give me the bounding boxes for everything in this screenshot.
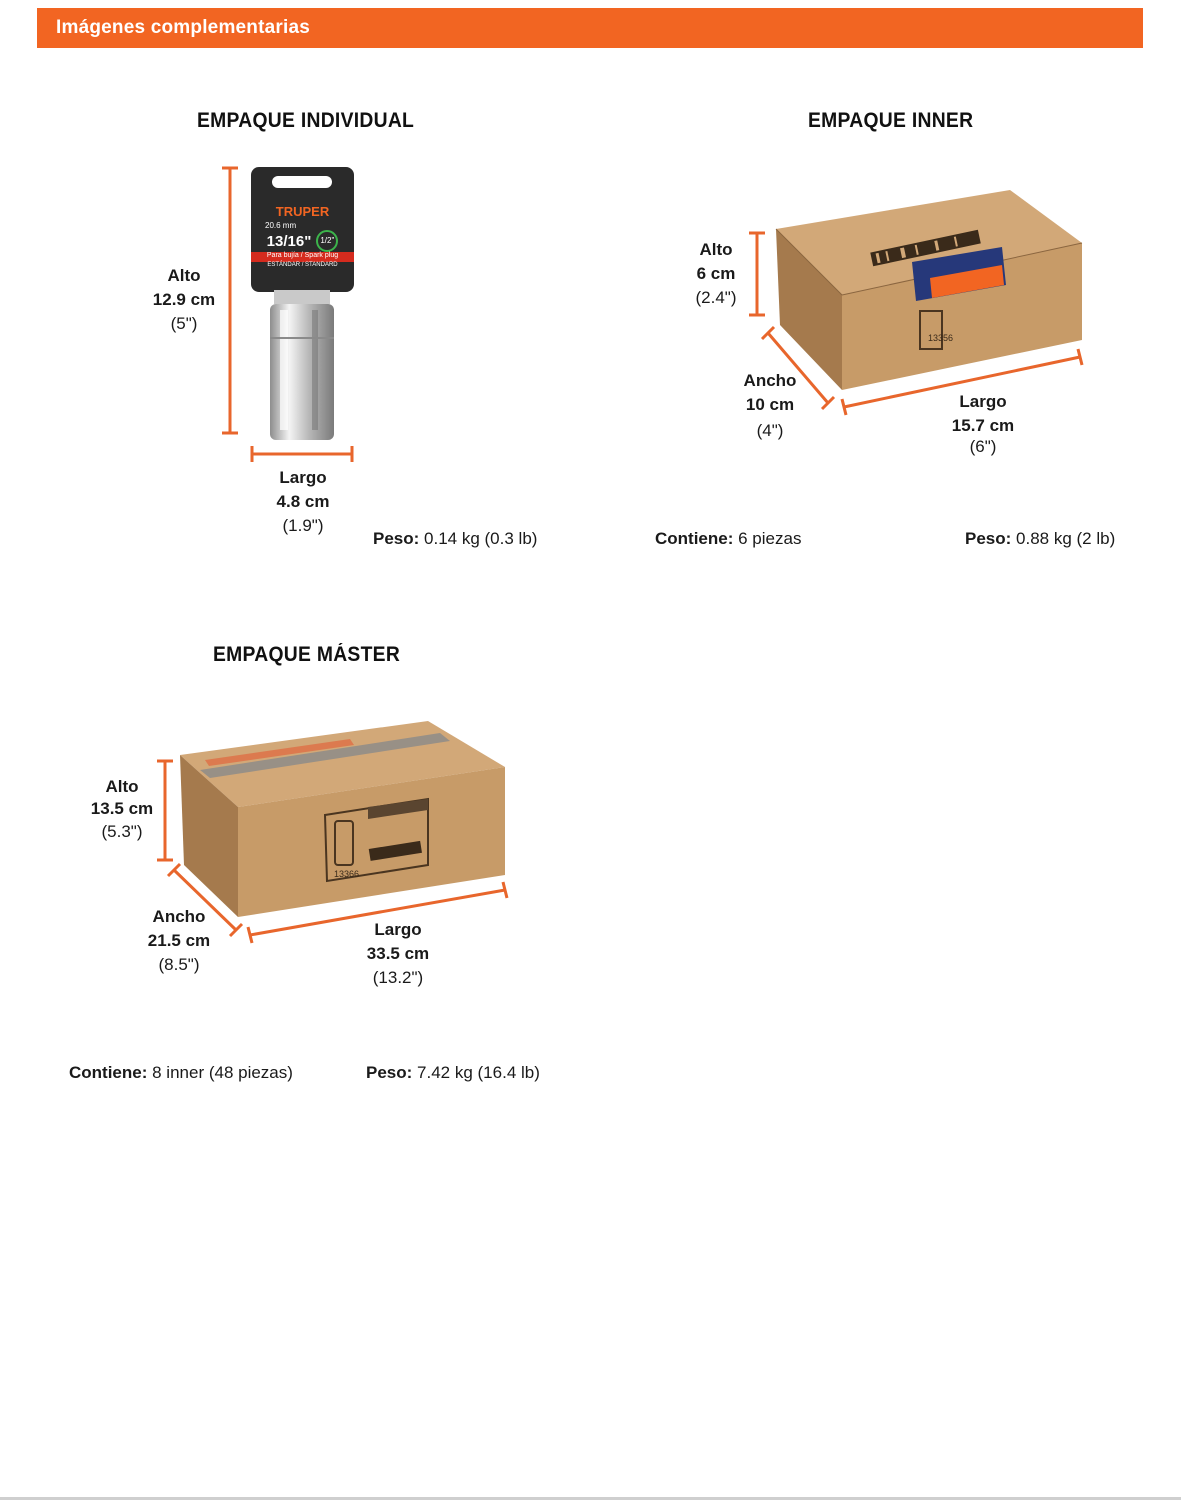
card-mm: 20.6 mm: [265, 221, 297, 230]
inner-contiene: Contiene: 6 piezas: [655, 529, 802, 548]
heading-individual: EMPAQUE INDIVIDUAL: [197, 109, 415, 132]
individual-largo: Largo 4.8 cm (1.9"): [276, 468, 330, 535]
inner-ancho: Ancho 10 cm (4"): [743, 371, 797, 440]
section-header: [37, 8, 1143, 48]
inner-peso: Peso: 0.88 kg (2 lb): [965, 529, 1116, 548]
master-box-code: 13366: [334, 869, 360, 879]
individual-peso: Peso: 0.14 kg (0.3 lb): [373, 529, 538, 548]
master-contiene: Contiene: 8 inner (48 piezas): [69, 1063, 293, 1082]
card-size: 13/16": [266, 232, 312, 250]
card-desc: Para bujía / Spark plug: [266, 252, 339, 259]
heading-inner: EMPAQUE INNER: [808, 109, 974, 132]
section-title: Imágenes complementarias: [56, 17, 311, 38]
inner-box-code: 13356: [928, 333, 954, 343]
master-ancho: Ancho 21.5 cm (8.5"): [147, 907, 211, 974]
card-brand-logo: TRUPER: [275, 204, 330, 219]
hang-card: [251, 200, 354, 268]
master-peso: Peso: 7.42 kg (16.4 lb): [366, 1063, 540, 1082]
card-drive-badge: 1/2": [316, 230, 338, 252]
individual-alto: Alto 12.9 cm (5"): [152, 266, 216, 333]
heading-master: EMPAQUE MÁSTER: [213, 643, 401, 666]
inner-largo: Largo 15.7 cm (6"): [951, 392, 1015, 456]
master-alto: Alto 13.5 cm (5.3"): [90, 777, 154, 841]
master-largo: Largo 33.5 cm (13.2"): [366, 920, 430, 987]
inner-alto: Alto 6 cm (2.4"): [695, 240, 737, 307]
card-type: ESTÁNDAR / STANDARD: [267, 262, 338, 268]
